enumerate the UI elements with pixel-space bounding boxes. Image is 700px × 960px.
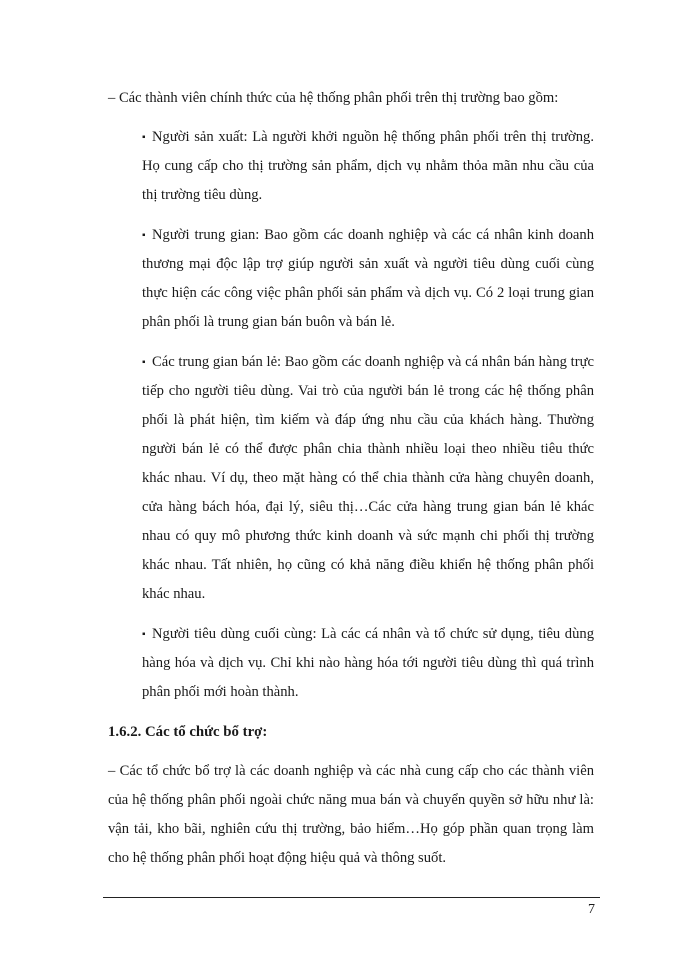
square-bullet-icon: ▪ [142,629,146,640]
square-bullet-icon: ▪ [142,357,146,368]
bullet-retail-intermediary [142,348,594,609]
footer-divider [103,897,600,898]
square-bullet-icon: ▪ [142,230,146,241]
section-heading: 1.6.2. Các tổ chức bổ trợ: [108,724,268,740]
intro-paragraph: – Các thành viên chính thức của hệ thống phân phối trên thị trường bao gồm: [108,90,559,106]
section-body-paragraph: – Các tổ chức bổ trợ là các doanh nghiệp và các nhà cung cấp cho các thành viên của hệ thống phân phối ngoài chức năng mua bán và chuyển quyền sở hữu như là: vận tải, kho bãi, nghiên cứu thị trường, bảo hiểm…Họ góp phần quan trọng làm cho hệ thống phân phối hoạt động hiệu quả và thông suốt. [108,763,594,866]
bullet-producer [142,123,594,210]
bullet-text: Người tiêu dùng cuối cùng: Là các cá nhân và tổ chức sử dụng, tiêu dùng hàng hóa và dịch vụ. Chỉ khi nào hàng hóa tới người tiêu dùng thì quá trình phân phối mới hoàn thành. [142,626,594,700]
bullet-text: Người sản xuất: Là người khởi nguồn hệ thống phân phối trên thị trường. Họ cung cấp cho thị trường sản phẩm, dịch vụ nhằm thỏa mãn nhu cầu của thị trường tiêu dùng. [142,129,594,203]
square-bullet-icon: ▪ [142,132,146,143]
page-body [108,84,594,873]
bullet-end-consumer [142,620,594,707]
bullet-text: Người trung gian: Bao gồm các doanh nghiệp và các cá nhân kinh doanh thương mại độc lập trợ giúp người sản xuất và người tiêu dùng cuối cùng thực hiện các công việc phân phối sản phẩm và dịch vụ. Có 2 loại trung gian phân phối là trung gian bán buôn và bán lẻ. [142,227,594,330]
bullet-intermediary [142,221,594,337]
page-number: 7 [588,902,595,917]
bullet-text: Các trung gian bán lẻ: Bao gồm các doanh nghiệp và cá nhân bán hàng trực tiếp cho người tiêu dùng. Vai trò của người bán lẻ trong các hệ thống phân phối là phát hiện, tìm kiếm và đáp ứng nhu cầu của khách hàng. Thường người bán lẻ có thể được phân chia thành nhiều loại theo nhiều tiêu thức khác nhau. Ví dụ, theo mặt hàng có thể chia thành cửa hàng chuyên doanh, cửa hàng bách hóa, đại lý, siêu thị…Các cửa hàng trung gian bán lẻ khác nhau có quy mô phương thức kinh doanh và sức mạnh chi phối thị trường khác nhau. Tất nhiên, họ cũng có khả năng điều khiển hệ thống phân phối khác nhau. [142,354,594,602]
